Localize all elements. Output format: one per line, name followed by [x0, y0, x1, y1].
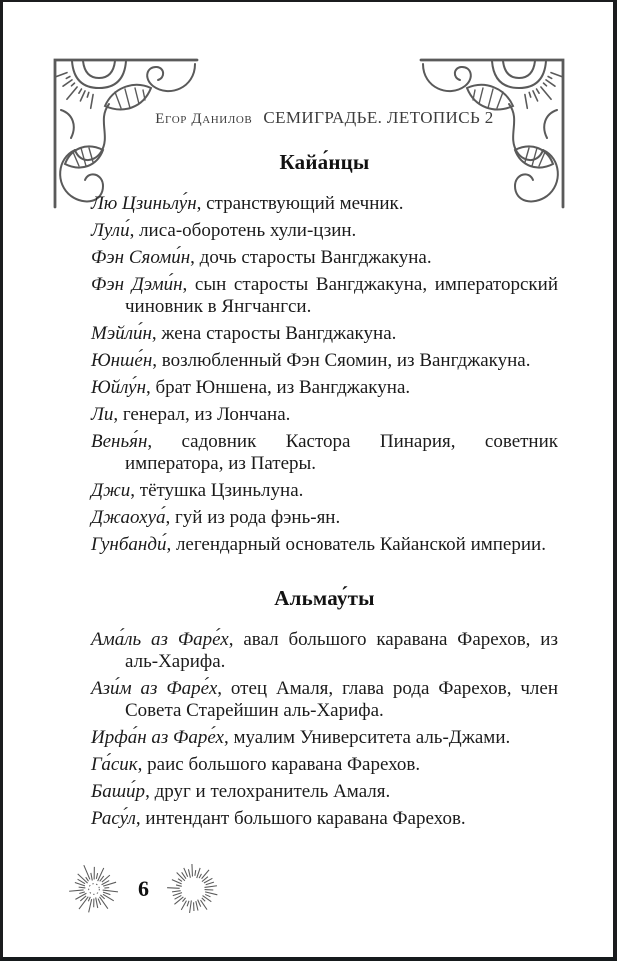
character-description: , возлюбленный Фэн Сяомин, из Вангджакуна.	[152, 350, 531, 371]
character-description: , гуй из рода фэнь-ян.	[165, 507, 341, 528]
sunburst-ornament-right	[164, 860, 222, 918]
character-entry	[91, 507, 558, 529]
character-name: Ли	[91, 404, 114, 425]
character-description: , жена старосты Вангджакуна.	[151, 323, 397, 344]
character-name: Фэн Дэми́н	[91, 274, 183, 295]
character-description: , отец Амаля, глава рода Фарехов, член Совета Старейшин аль-Харифа.	[125, 678, 558, 721]
sunburst-ornament-left	[65, 860, 123, 918]
character-name: Венья́н	[91, 431, 148, 452]
character-description: , тётушка Цзиньлуна.	[130, 480, 304, 501]
character-entry	[91, 480, 558, 502]
section-title: Альмау́ты	[274, 586, 375, 610]
character-name: Джи	[91, 480, 131, 501]
character-name: Юйлу́н	[91, 377, 147, 398]
character-description: , раис большого каравана Фарехов.	[137, 754, 421, 775]
character-description: , муалим Университета аль-Джами.	[223, 727, 511, 748]
character-description: , авал большого каравана Фарехов, из аль-Харифа.	[125, 629, 558, 672]
character-description: , генерал, из Лончана.	[113, 404, 291, 425]
character-entry	[91, 247, 558, 269]
character-entry	[91, 220, 558, 242]
character-entry	[91, 193, 558, 215]
character-entry	[91, 754, 558, 776]
book-title: СЕМИГРАДЬЕ. ЛЕТОПИСЬ 2	[263, 108, 494, 127]
author-name: Егор Данилов	[155, 111, 253, 127]
character-entry	[91, 781, 558, 803]
character-description: , друг и телохранитель Амаля.	[145, 781, 391, 802]
character-description: , легендарный основатель Кайанской империи.	[166, 534, 546, 555]
character-entry	[91, 808, 558, 830]
character-entry	[91, 404, 558, 426]
character-description: , странствующий мечник.	[196, 193, 404, 214]
character-description: , интендант большого каравана Фарехов.	[135, 808, 466, 829]
character-name: Гунбанди́	[91, 534, 167, 555]
character-entry	[91, 534, 558, 556]
character-entry	[91, 350, 558, 372]
character-name: Ирфа́н аз Фаре́х	[91, 727, 224, 748]
character-name: Джаохуа́	[91, 507, 166, 528]
character-entry	[91, 629, 558, 673]
character-description: , садовник Кастора Пинария, советник императора, из Патеры.	[125, 431, 558, 474]
character-name: Мэйли́н	[91, 323, 152, 344]
sections-container	[91, 150, 558, 830]
character-entry	[91, 323, 558, 345]
character-name: Ази́м аз Фаре́х	[91, 678, 218, 699]
character-description: , сын старосты Вангджакуна, императорский чиновник в Янгчангси.	[125, 274, 558, 317]
character-list	[91, 108, 558, 835]
character-entry	[91, 274, 558, 318]
page-footer	[65, 860, 222, 918]
character-description: , дочь старосты Вангджакуна.	[190, 247, 432, 268]
section-title: Кайа́нцы	[279, 150, 370, 174]
character-entry	[91, 727, 558, 749]
character-name: Лули́	[91, 220, 130, 241]
character-entry	[91, 431, 558, 475]
running-header	[91, 108, 558, 128]
character-name: Баши́р	[91, 781, 146, 802]
page-number: 6	[138, 876, 149, 901]
character-name: Га́сик	[91, 754, 138, 775]
character-entry	[91, 377, 558, 399]
character-name: Ама́ль аз Фаре́х	[91, 629, 229, 650]
character-name: Расу́л	[91, 808, 136, 829]
character-name: Лю Цзиньлу́н	[91, 193, 197, 214]
character-entry	[91, 678, 558, 722]
character-name: Юнше́н	[91, 350, 153, 371]
character-description: , лиса-оборотень хули-цзин.	[129, 220, 357, 241]
character-name: Фэн Сяоми́н	[91, 247, 191, 268]
character-description: , брат Юншена, из Вангджакуна.	[146, 377, 411, 398]
